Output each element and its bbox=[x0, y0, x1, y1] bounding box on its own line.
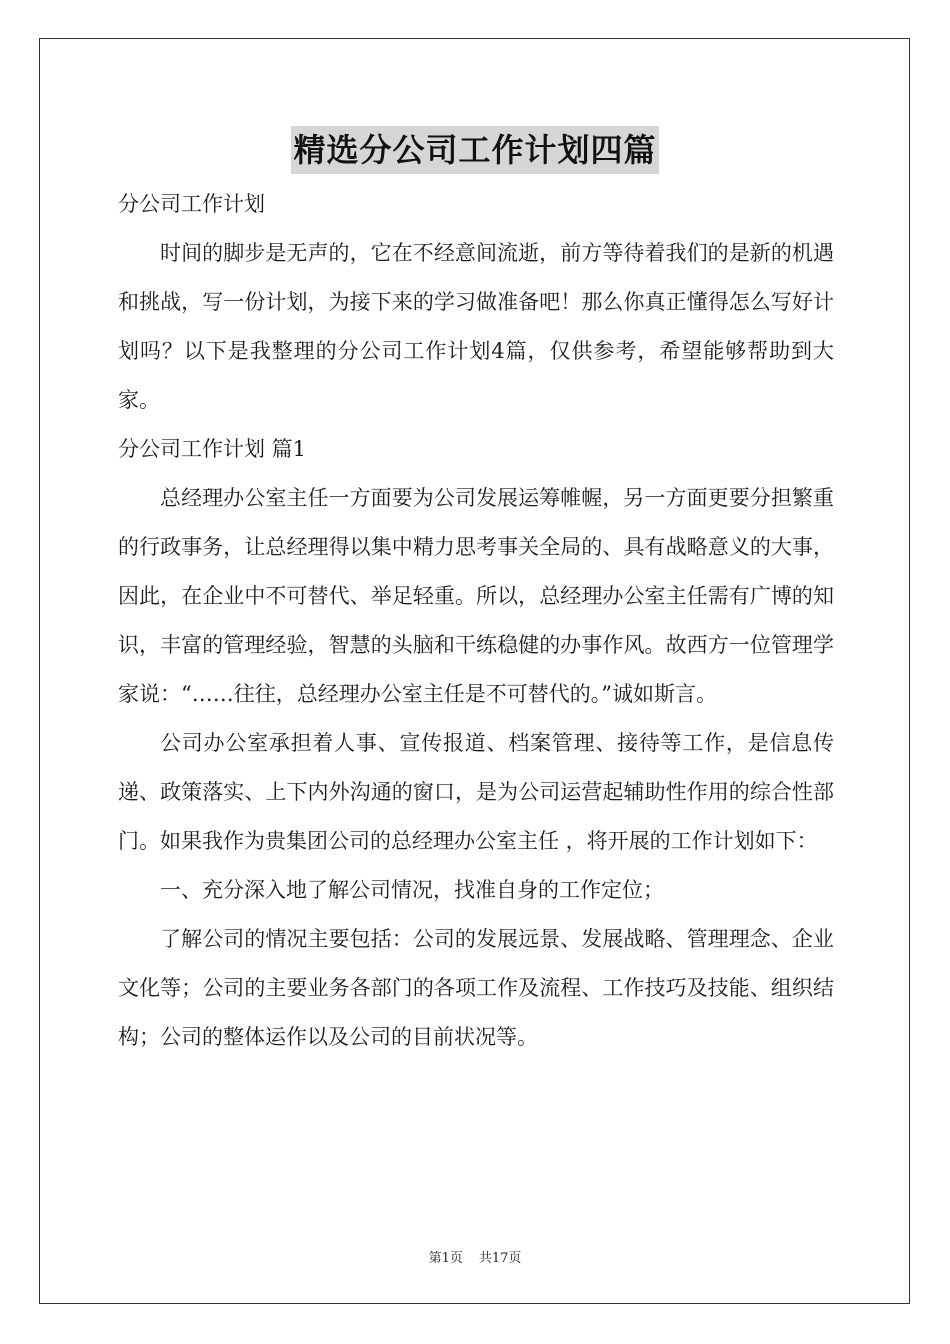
paragraph: 公司办公室承担着人事、宣传报道、档案管理、接待等工作，是信息传递、政策落实、上下内外沟通的窗口，是为公司运营起辅助性作用的综合性部门。如果我作为贵集团公司的总经理办公室主任 ，将开展的工作计划如下： bbox=[118, 731, 834, 853]
paragraph: 时间的脚步是无声的，它在不经意间流逝，前方等待着我们的是新的机遇和挑战，写一份计划，为接下来的学习做准备吧！那么你真正懂得怎么写好计划吗？以下是我整理的分公司工作计划4篇，仅供参考，希望能够帮助到大家。 bbox=[118, 241, 834, 412]
section-heading: 分公司工作计划 bbox=[118, 192, 265, 216]
page-number: 第1页 bbox=[428, 1251, 463, 1266]
document-title: 精选分公司工作计划四篇 bbox=[291, 126, 658, 174]
page-footer bbox=[0, 1247, 950, 1266]
document-body bbox=[118, 180, 834, 1062]
title-wrap bbox=[0, 126, 950, 174]
section-heading: 分公司工作计划 篇1 bbox=[118, 437, 307, 461]
paragraph: 总经理办公室主任一方面要为公司发展运筹帷幄，另一方面更要分担繁重的行政事务，让总经理得以集中精力思考事关全局的、具有战略意义的大事，因此，在企业中不可替代、举足轻重。所以，总经理办公室主任需有广博的知识，丰富的管理经验，智慧的头脑和干练稳健的办事作风。故西方一位管理学家说：“……往往，总经理办公室主任是不可替代的。”诚如斯言。 bbox=[118, 486, 834, 706]
page-total: 共17页 bbox=[478, 1251, 522, 1266]
paragraph: 一、充分深入地了解公司情况，找准自身的工作定位； bbox=[160, 878, 664, 902]
paragraph: 了解公司的情况主要包括：公司的发展远景、发展战略、管理理念、企业文化等；公司的主要业务各部门的各项工作及流程、工作技巧及技能、组织结构；公司的整体运作以及公司的目前状况等。 bbox=[118, 927, 834, 1049]
